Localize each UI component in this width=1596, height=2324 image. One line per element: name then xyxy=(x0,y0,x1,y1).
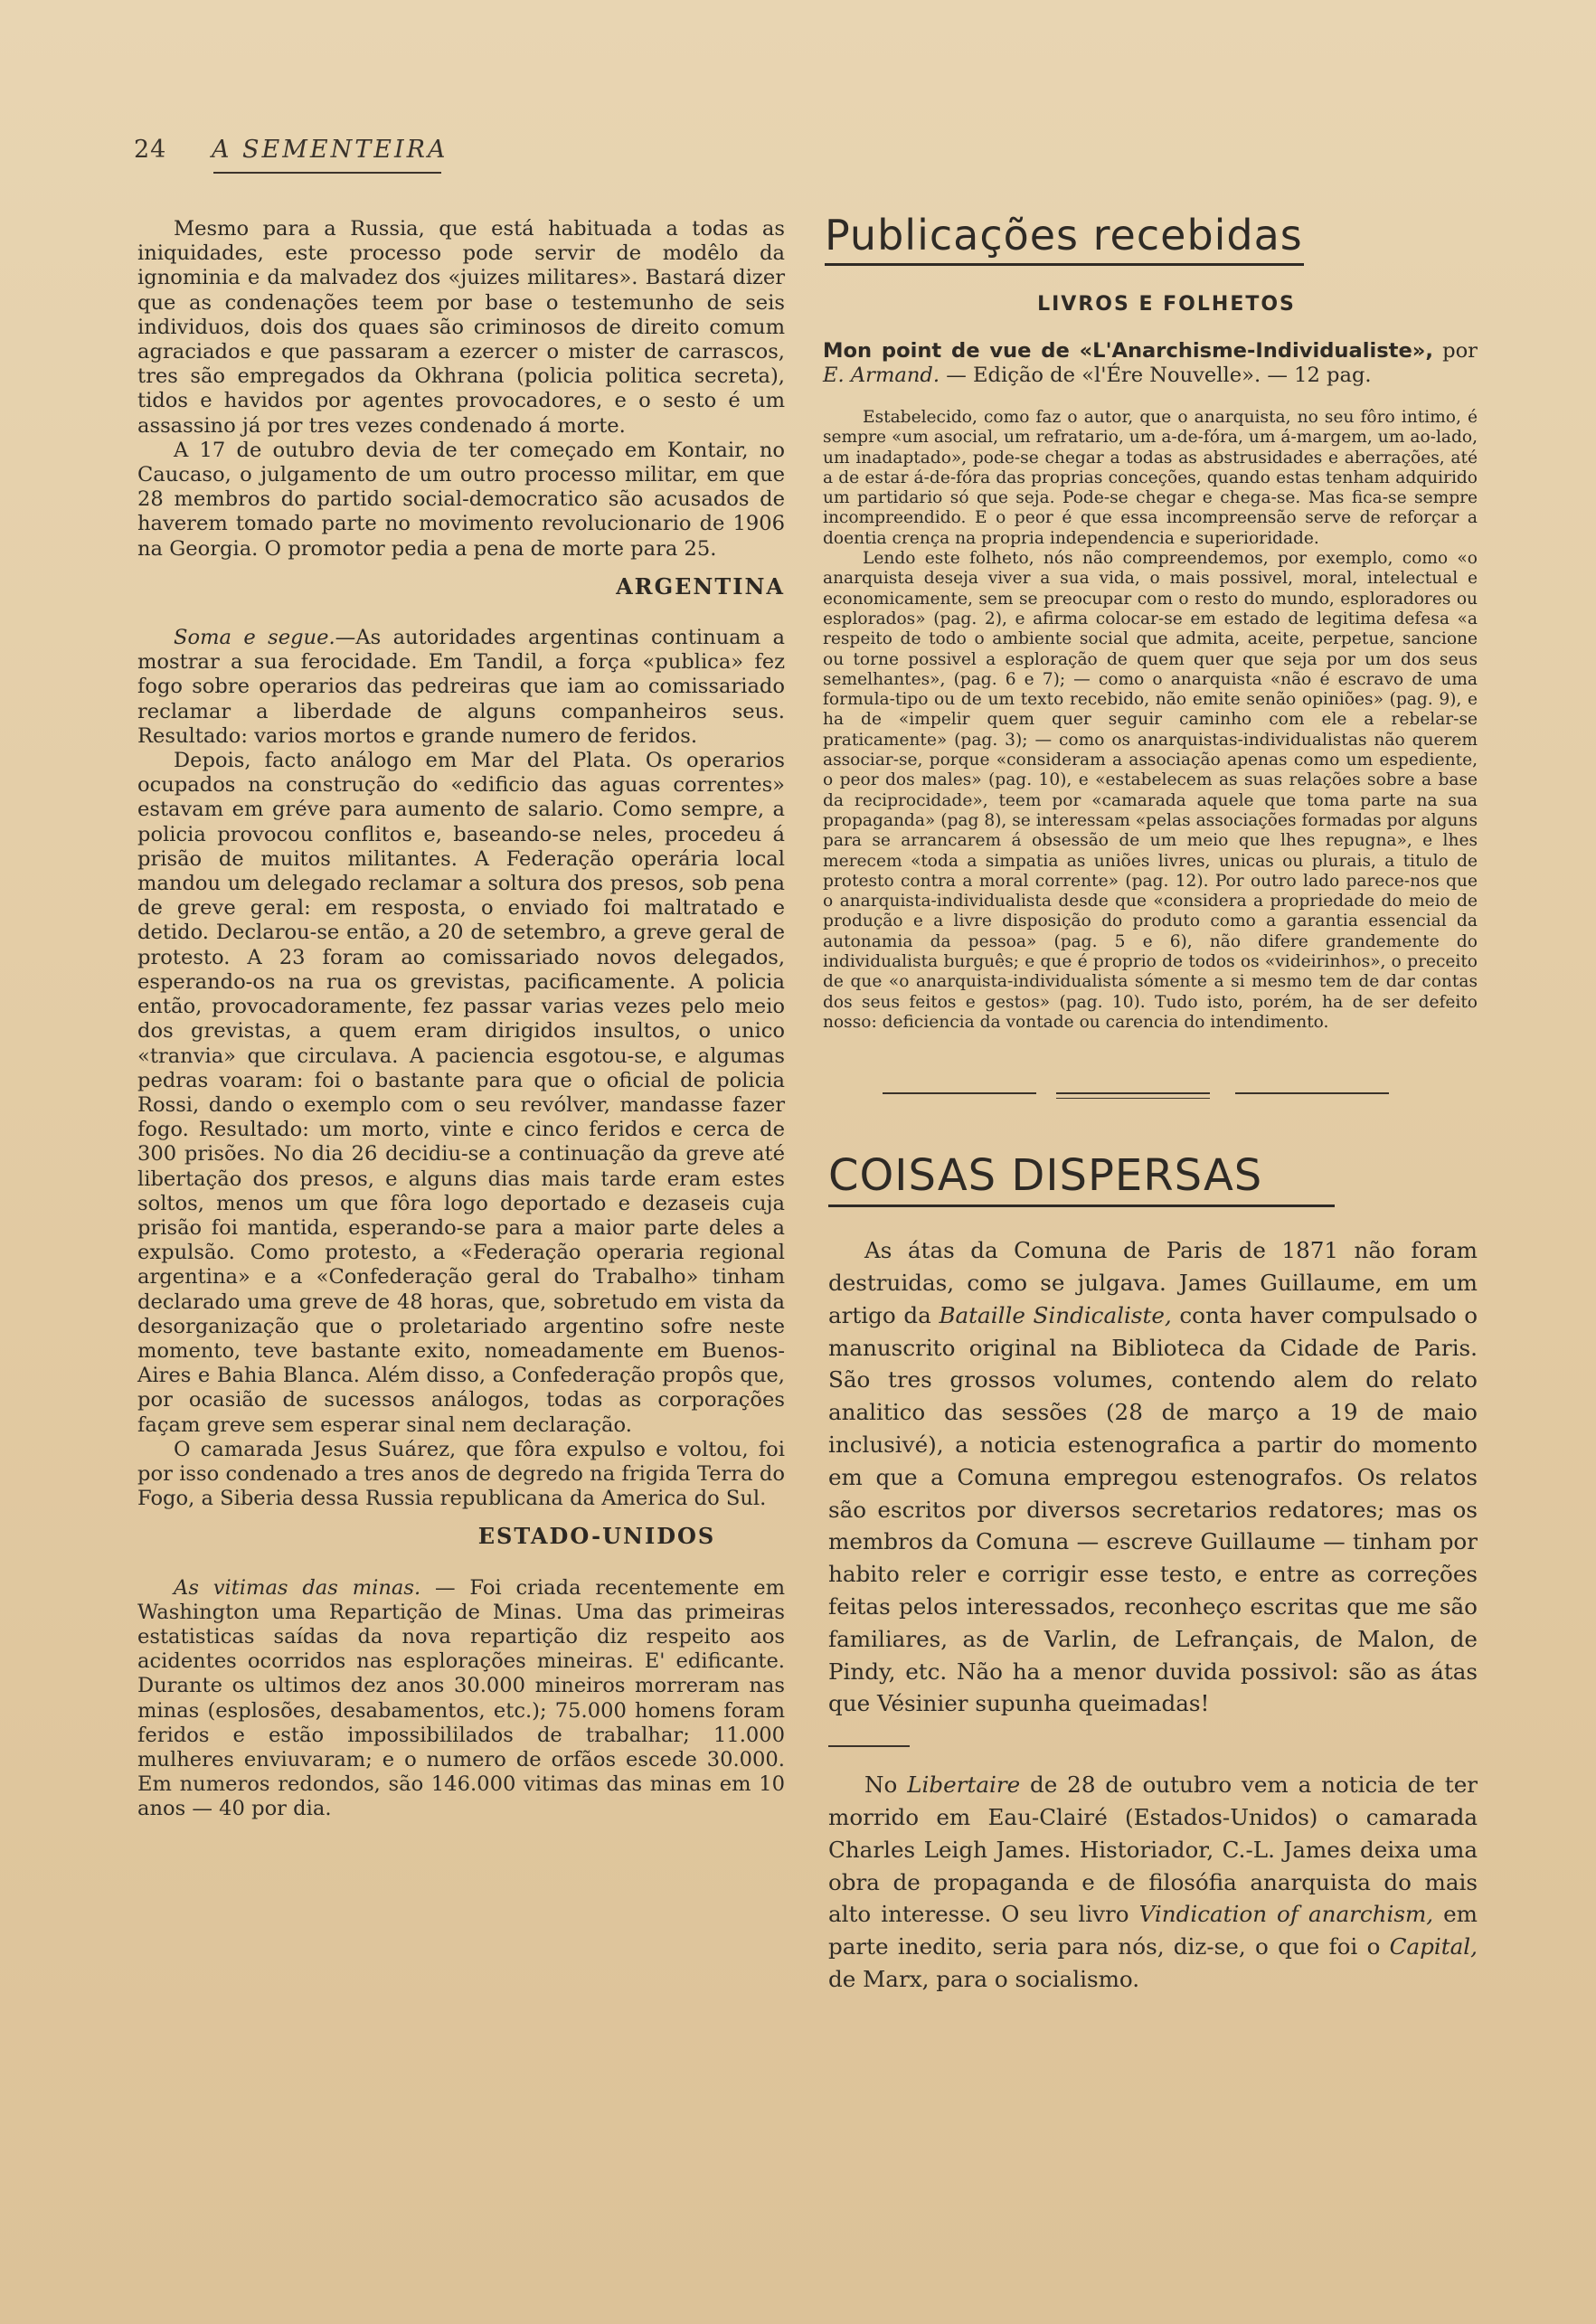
publicacoes-heading: Publicações recebidas xyxy=(825,211,1303,260)
paragraph-russia: Mesmo para a Russia, que está habituada a todas as iniquidades, este processo pode servir de modêlo da ignominia e da malvadez dos «juizes militares». Bastará dizer que as condenações teem por base o testemunho de seis individuos, dois dos quaes são criminosos de direito comum agraciados e que passaram a ezercer o mister de carrascos, tres são empregados da Okhrana (policia politica secreta), tidos e havidos por agentes provocadores, e o sesto é um assassino já por tres vezes condenado á morte. xyxy=(137,217,785,438)
book-author: E. Armand. xyxy=(823,364,940,387)
section-divider xyxy=(819,1078,1478,1132)
book-title: Mon point de vue de «L'Anarchisme-Individualiste», xyxy=(823,339,1433,363)
book-entry xyxy=(819,339,1478,388)
divider-rule xyxy=(883,1092,1036,1094)
publicacoes-underline xyxy=(825,263,1304,266)
james-text-d: de Marx, para o socialismo. xyxy=(828,1965,1140,1992)
libertaire: Libertaire xyxy=(907,1771,1021,1799)
james-text-b: de 28 de outubro vem a noticia de ter morrido em Eau-Clairé (Estados-Unidos) o camarada Charles Leigh James. Historiador, C.-L. James deixa uma obra de propaganda e de filosófia anarquista do mais alto interesse. O seu livro xyxy=(828,1771,1478,1928)
review-paragraph-2: Lendo este folheto, nós não compreendemos, por exemplo, como «o anarquista deseja viver a sua vida, o mais possivel, moral, intelectual e economicamente, sem se preocupar com o resto do mundo, esploradores ou esplorados» (pag. 2), e afirma colocar-se em estado de legitima defesa «a respeito de todo o ambiente social que admita, aceite, perpetue, sancione ou torne possivel a esploração de quem quer que seja por um dos seus semelhantes», (pag. 6 e 7); — como o anarquista «não é escravo de uma formula-tipo ou de um texto recebido, não emite senão opiniões» (pag. 9), e ha de «impelir quem quer seguir caminho com ele a rebelar-se praticamente» (pag. 3); — como os anarquistas-individualistas não querem associar-se, porque «consideram a associação apenas como um espediente, o peor dos males» (pag. 10), e «estabelecem as suas relações sobre a base da reciprocidade», teem por «camarada aquele que toma parte na sua propaganda» (pag 8), se interessam «pelas associações formadas por alguns para se arrancarem á obsessão de um meio que lhes repugna», e lhes merecem «toda a simpatia as uniões livres, unicas ou plurais, a titulo de protesto contra a moral corrente» (pag. 12). Por outro lado parece-nos que o anarquista-individualista desde que «considera a propriedade do meio de produção e a livre disposição do produto como a garantia essencial da autonamia da pessoa» (pag. 5 e 6), não difere grandemente do individualista burguês; e que é proprio de todos os «videirinhos», o preceito de que «o anarquista-individualista sómente a si mesmo tem de dar contas dos seus feitos e gestos» (pag. 10). Tudo isto, porém, ha de ser defeito nosso: deficiencia da vontade ou carencia do intendimento. xyxy=(823,549,1478,1032)
coisas-underline xyxy=(828,1205,1335,1207)
short-divider xyxy=(828,1745,910,1747)
left-column xyxy=(137,217,785,1822)
james-text-c: em parte inedito, seria para nós, diz-se, o que foi o xyxy=(828,1901,1478,1960)
comuna-text-b: conta haver compulsado o manuscrito original na Biblioteca da Cidade de Paris. São tres grossos volumes, contendo alem do relato analitico das sessões (28 de março a 19 de maio inclusivé), a noticia estenografica a partir do momento em que a Comuna empregou estenografos. Os relatos são escritos por diversos secretarios redatores; mas os membros da Comuna — escreve Guillaume — tinham por habito reler e corrigir esse testo, e entre as correções feitas pelos interessados, reconheço escritas que me são familiares, as de Varlin, de Lefrançais, de Malon, de Pindy, etc. Não ha a menor duvida possivol: são as átas que Vésinier supunha queimadas! xyxy=(828,1301,1478,1717)
header-underline xyxy=(213,172,441,174)
paragraph-suarez: O camarada Jesus Suárez, que fôra expulso e voltou, foi por isso condenado a tres anos de degredo na frigida Terra do Fogo, a Siberia dessa Russia republicana da America do Sul. xyxy=(137,1437,785,1511)
divider-rule xyxy=(1235,1092,1389,1094)
book-edition: — Edição de «l'Ére Nouvelle». — 12 pag. xyxy=(940,364,1372,387)
coisas-dispersas-heading: COISAS DISPERSAS xyxy=(828,1150,1263,1202)
page-header xyxy=(134,136,448,164)
page-number: 24 xyxy=(134,136,167,164)
paragraph-comuna xyxy=(828,1234,1478,1720)
paragraph-minas xyxy=(137,1576,785,1822)
lead-soma-e-segue: Soma e segue. xyxy=(174,626,335,650)
paragraph-james xyxy=(828,1769,1478,1996)
book-review xyxy=(819,408,1478,1033)
paragraph-tandil-text: —As autoridades argentinas continuam a mostrar a sua ferocidade. Em Tandil, a força «publica» fez fogo sobre operarios das pedreiras que iam ao comissariado reclamar a liberdade de alguns companheiros seus. Resultado: varios mortos e grande numero de feridos. xyxy=(137,626,785,748)
section-heading-argentina: ARGENTINA xyxy=(616,572,785,600)
james-text-a: No xyxy=(864,1771,908,1799)
vindication-of-anarchism: Vindication of anarchism, xyxy=(1138,1901,1434,1928)
capital: Capital, xyxy=(1389,1933,1478,1960)
coisas-dispersas-body xyxy=(819,1234,1478,1996)
book-by: por xyxy=(1432,339,1478,363)
section-heading-usa: ESTADO-UNIDOS xyxy=(477,1523,716,1550)
lead-vitimas-das-minas: As vitimas das minas. xyxy=(174,1575,421,1600)
paragraph-mar-del-plata: Depois, facto análogo em Mar del Plata. Os operarios ocupados na construção do «edificio das aguas correntes» estavam em gréve para aumento de salario. Como sempre, a policia provocou conflitos e, baseando-se neles, procedeu á prisão de muitos militantes. A Federação operária local mandou um delegado reclamar a soltura dos presos, sob pena de greve geral: em resposta, o enviado foi maltratado e detido. Declarou-se então, a 20 de setembro, a greve geral de protesto. A 23 foram ao comissariado novos delegados, esperando-os na rua os grevistas, pacificamente. A policia então, provocadoramente, fez passar varias vezes pelo meio dos grevistas, a quem eram dirigidos insultos, o unico «tranvia» que circulava. A paciencia esgotou-se, e algumas pedras voaram: foi o bastante para que o oficial de policia Rossi, dando o exemplo com o seu revólver, mandasse fazer fogo. Resultado: um morto, vinte e cinco feridos e cerca de 300 prisões. No dia 26 decidiu-se a continuação da greve até libertação dos presos, e alguns dias mais tarde eram estes soltos, menos um que fôra logo deportado e dezaseis cuja prisão foi mantida, esperando-se para a maior parte deles a expulsão. Como protesto, a «Federação operaria regional argentina» e a «Confederação geral do Trabalho» tinham declarado uma greve de 48 horas, que, sobretudo em vista da desorganização que o proletariado argentino sofre neste momento, teve bastante exito, nomeadamente em Buenos-Aires e Bahia Blanca. Além disso, a Confederação propôs que, por ocasião de sucessos análogos, todas as corporações façam greve sem esperar sinal nem declaração. xyxy=(137,749,785,1437)
right-column xyxy=(819,211,1478,1996)
paragraph-minas-text: — Foi criada recentemente em Washington uma Repartição de Minas. Uma das primeiras estatisticas saídas da nova repartição diz respeito aos acidentes ocorridos nas esplorações mineiras. E' edificante. Durante os ultimos dez anos 30.000 mineiros morreram nas minas (esplosões, desabamentos, etc.); 75.000 homens foram feridos e estão impossibililados de trabalhar; 11.000 mulheres enviuvaram; e o numero de orfãos escede 30.000. Em numeros redondos, são 146.000 vitimas das minas em 10 anos — 40 por dia. xyxy=(137,1575,785,1821)
comuna-text-a: As átas da Comuna de Paris de 1871 não foram destruidas, como se julgava. James Guillaume, em um artigo da xyxy=(828,1237,1478,1328)
publication-title: A SEMENTEIRA xyxy=(211,136,449,164)
divider-rule xyxy=(1056,1098,1210,1099)
paragraph-caucaso: A 17 de outubro devia de ter começado em Kontair, no Caucaso, o julgamento de um outro processo militar, em que 28 membros do partido social-democratico são acusados de haverem tomado parte no movimento revolucionario de 1906 na Georgia. O promotor pedia a pena de morte para 25. xyxy=(137,438,785,561)
livros-folhetos-subhead: LIVROS E FOLHETOS xyxy=(1037,293,1296,316)
divider-rule xyxy=(1056,1092,1210,1094)
bataille-sindicaliste: Bataille Sindicaliste, xyxy=(939,1301,1172,1328)
review-paragraph-1: Estabelecido, como faz o autor, que o anarquista, no seu fôro intimo, é sempre «um asocial, um refratario, um a-de-fóra, um á-margem, um ao-lado, um inadaptado», pode-se chegar a todas as abstrusidades e aberrações, até a de estar á-de-fóra das proprias conceções, quando estas tenham adquirido um partidario só que seja. Pode-se chegar e chega-se. Mas fica-se sempre incompreendido. E o peor é que essa incompreensão serve de reforçar a doentia crença na propria independencia e superioridade. xyxy=(823,408,1478,548)
paragraph-tandil xyxy=(137,626,785,749)
